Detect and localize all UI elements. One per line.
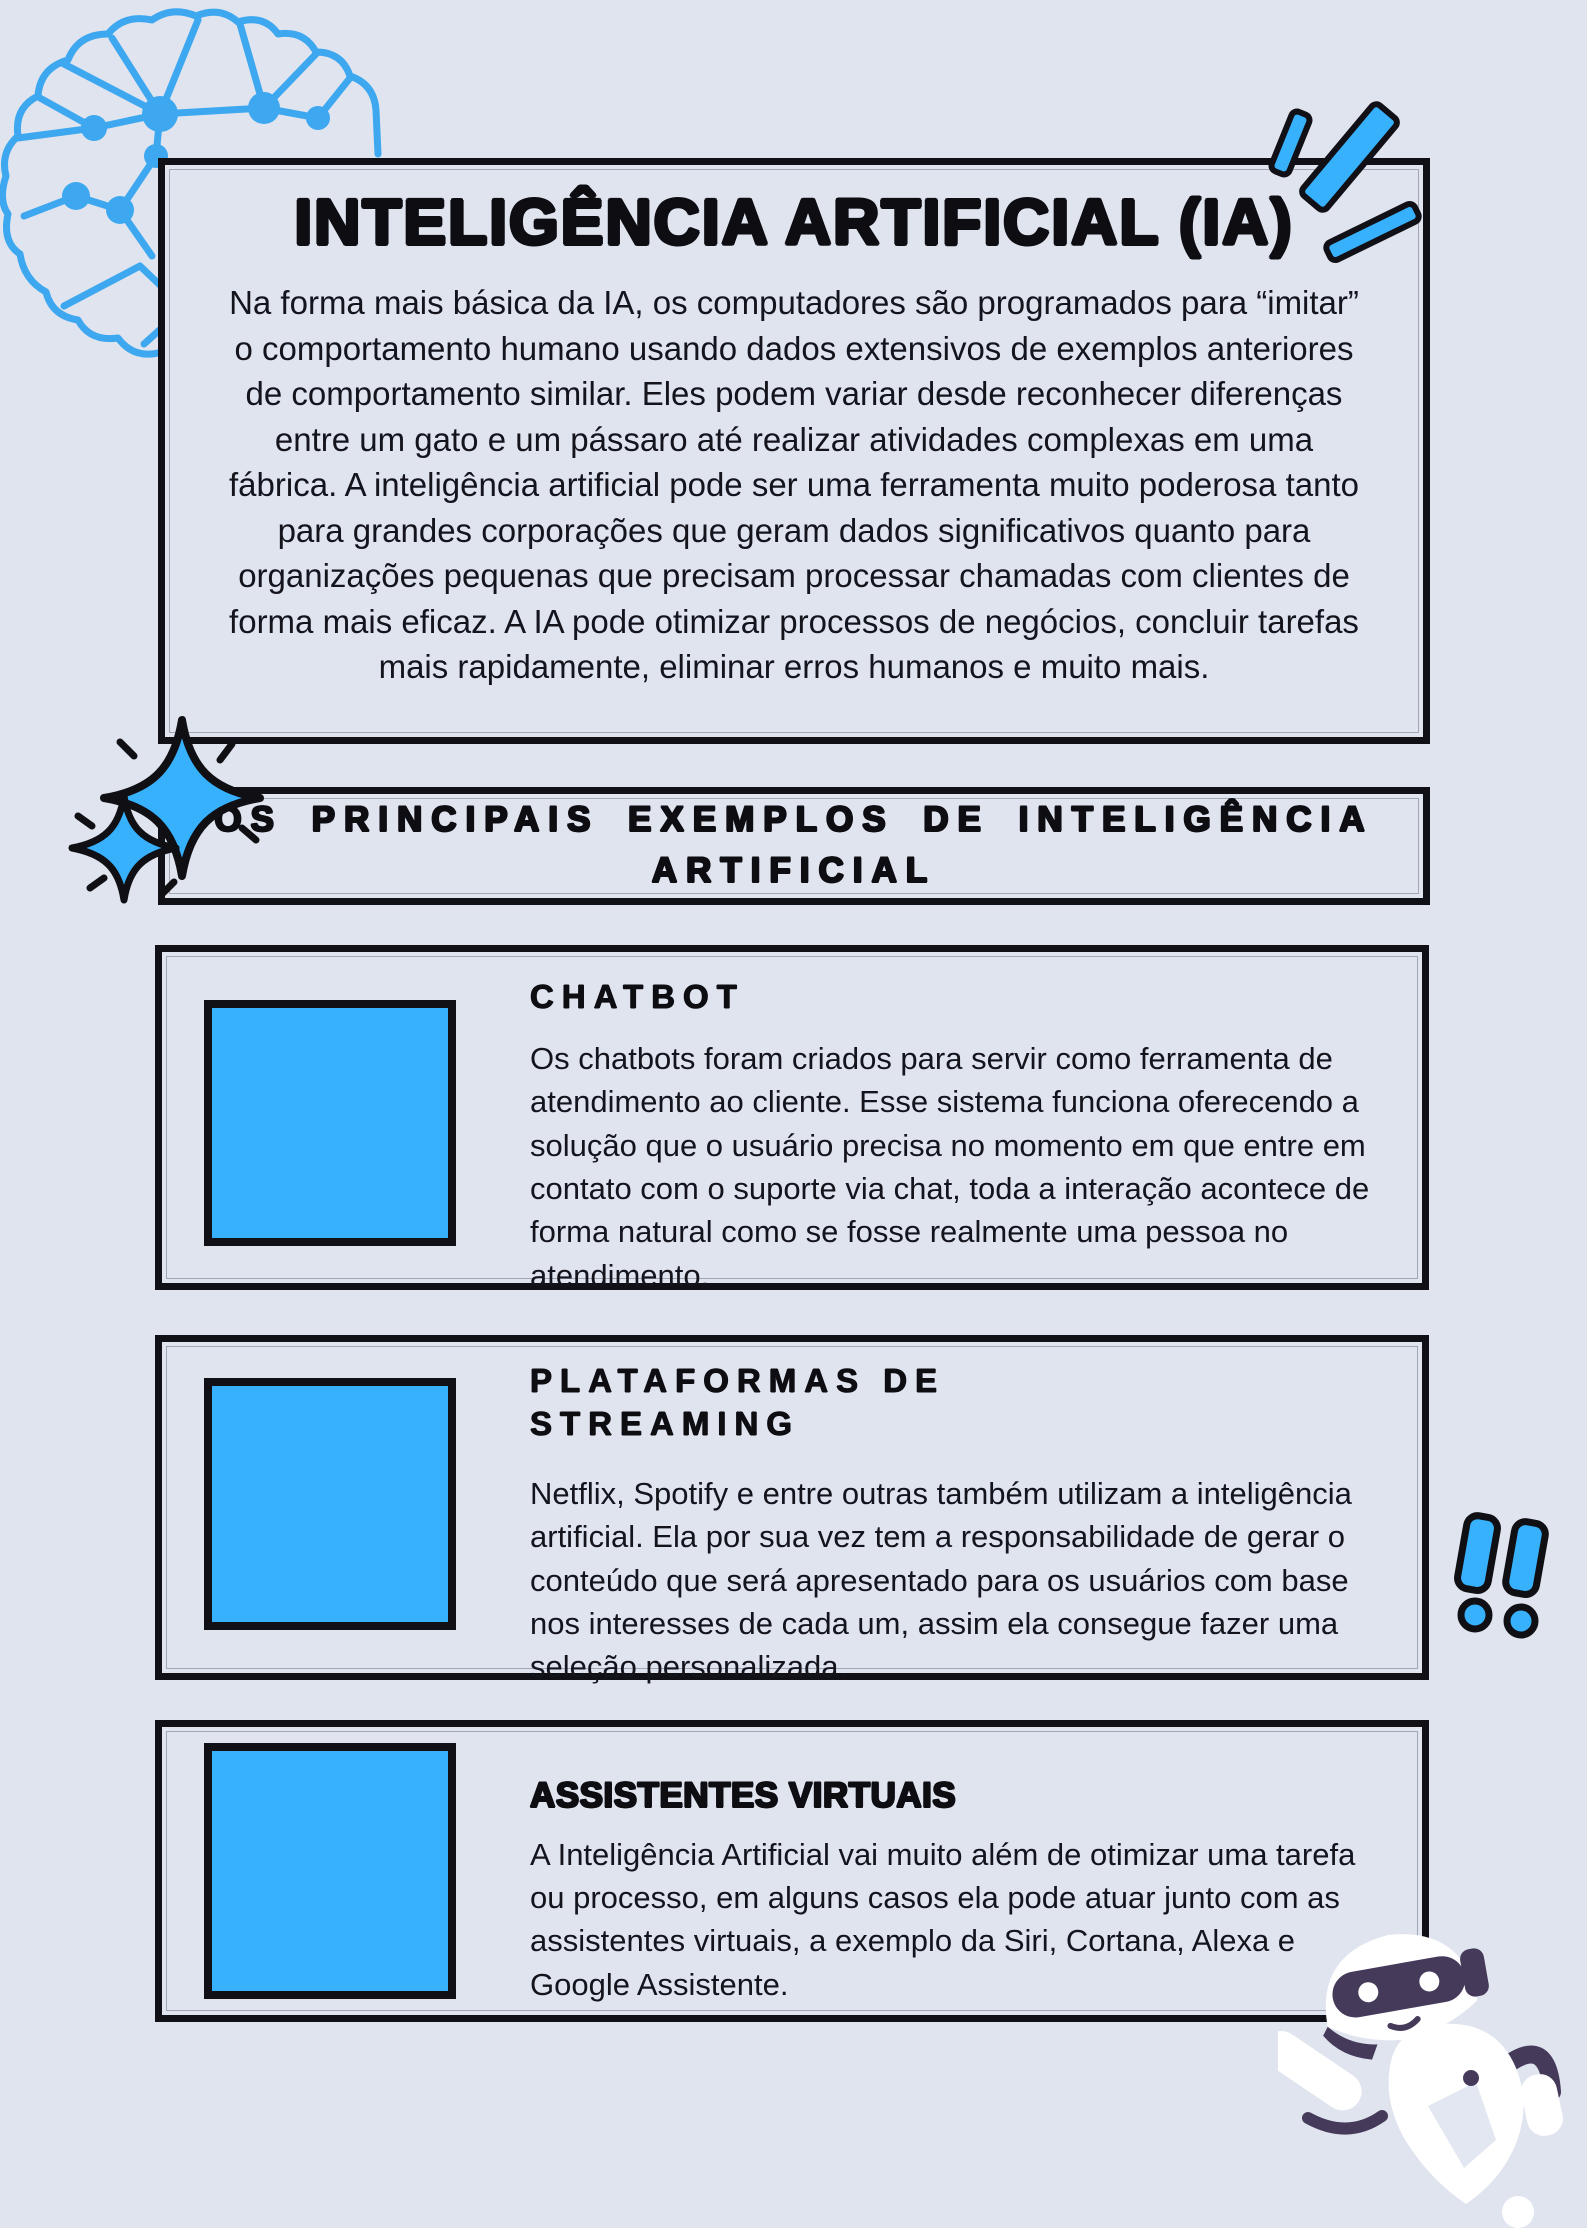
image-placeholder [204, 1378, 456, 1630]
image-placeholder [204, 1743, 456, 1999]
card-body: Netflix, Spotify e entre outras também utilizam a inteligência artificial. Ela por sua vez tem a responsabilidade de gerar o conteúdo que será apresentado para os usuários com base nos interesses de cada um, assim ela consegue fazer uma seleção personalizada. [530, 1475, 1352, 1685]
sparkles-icon [62, 710, 312, 910]
robot-mascot-illustration [1278, 1906, 1587, 2228]
intro-paragraph: Na forma mais básica da IA, os computadores são programados para “imitar” o comportamento humano usando dados extensivos de exemplos anteriores de comportamento similar. Eles podem variar desde reconhecer diferenças entre um gato e um pássaro até realizar atividades complexas em uma fábrica. A inteligência artificial pode ser uma ferramenta muito poderosa tanto para grandes corporações que geram dados significativos quanto para organizações pequenas que precisam processar chamadas com clientes de forma mais eficaz. A IA pode otimizar processos de negócios, concluir tarefas mais rapidamente, eliminar erros humanos e muito mais. [229, 284, 1359, 686]
card-chatbot [155, 945, 1429, 1293]
card-streaming [155, 1335, 1429, 1685]
card-virtual-assistants [155, 1720, 1429, 2022]
poster-title: INTELIGÊNCIA ARTIFICIAL (IA) [294, 186, 1294, 258]
card-body: A Inteligência Artificial vai muito além de otimizar uma tarefa ou processo, em alguns casos ela pode atuar junto com as assistentes virtuais, a exemplo da Siri, Cortana, Alexa e Google Assistente. [530, 1836, 1356, 2002]
intro-box [158, 158, 1430, 744]
section-title: OS PRINCIPAIS EXEMPLOS DE INTELIGÊNCIA ARTIFICIAL [214, 800, 1374, 890]
card-title: ASSISTENTES VIRTUAIS [530, 1776, 957, 1815]
card-title: CHATBOT [530, 978, 745, 1015]
double-exclamation-icon [1448, 1508, 1560, 1650]
image-placeholder [204, 1000, 456, 1246]
card-title: PLATAFORMAS DE STREAMING [530, 1362, 946, 1442]
section-header-box [158, 787, 1430, 905]
card-body: Os chatbots foram criados para servir como ferramenta de atendimento ao cliente. Esse sistema funciona oferecendo a solução que o usuário precisa no momento em que entre em contato com o suporte via chat, toda a interação acontece de forma natural como se fosse realmente uma pessoa no atendimento. [530, 1040, 1370, 1293]
